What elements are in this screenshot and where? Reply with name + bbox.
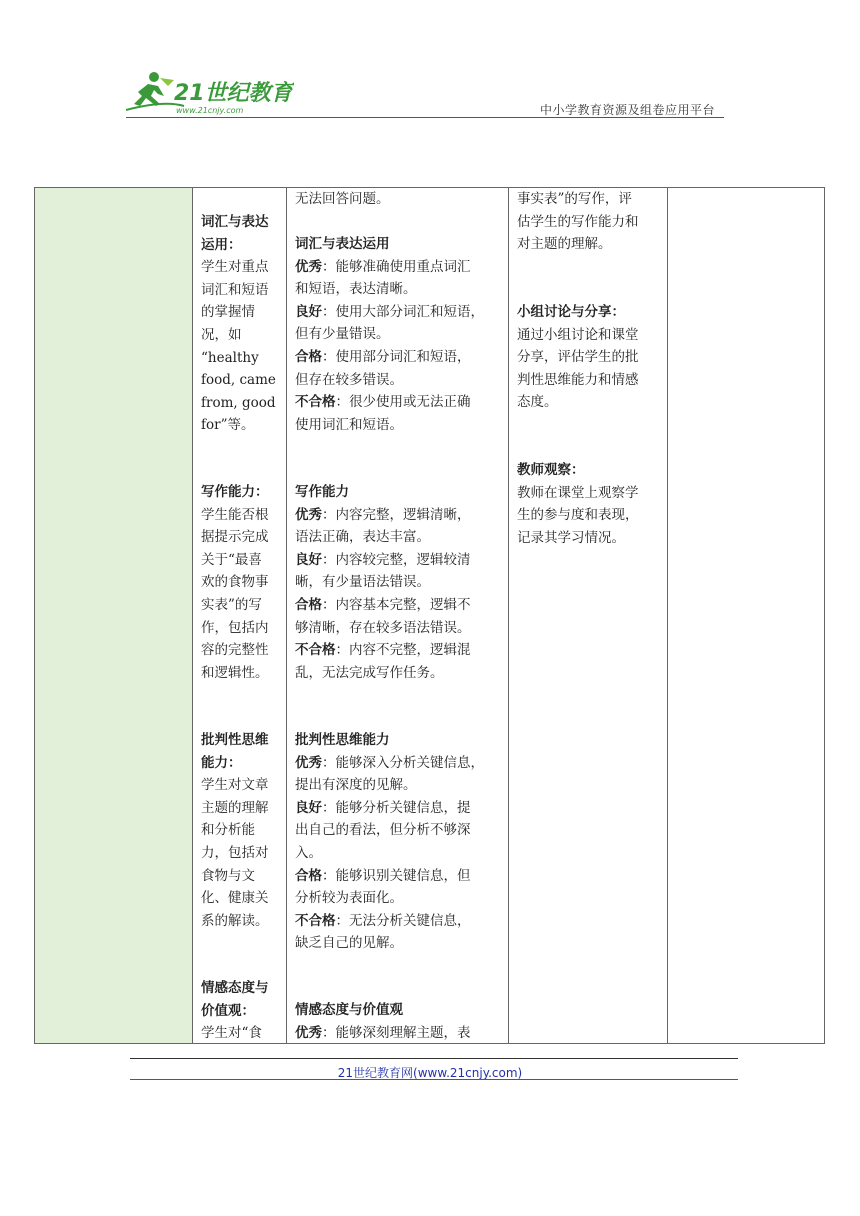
- criteria-text-line: 学生对文章: [201, 777, 269, 794]
- table-column-standards: [287, 188, 509, 1043]
- standards-heading: 写作能力: [295, 484, 349, 500]
- logo-url: www.21cnjy.com: [176, 106, 244, 115]
- platform-title: 中小学教育资源及组卷应用平台: [540, 103, 716, 117]
- standards-item: 优秀：内容完整，逻辑清晰，: [295, 506, 471, 523]
- standards-cell-vocab: [295, 233, 484, 436]
- standards-item: 良好：使用大部分词汇和短语，: [295, 303, 484, 320]
- standards-item: 优秀：能够深刻理解主题，表: [295, 1024, 471, 1041]
- criteria-text-line: 作，包括内: [201, 619, 269, 636]
- criteria-text-line: 学生对重点: [201, 259, 269, 276]
- standards-item: 良好：内容较完整，逻辑较清: [295, 551, 471, 568]
- runner-logo-icon: [124, 70, 294, 116]
- criteria-heading-line: 能力：: [201, 754, 242, 771]
- standards-cell-attitude: [295, 999, 471, 1044]
- criteria-text-line: 据提示完成: [201, 529, 269, 546]
- methods-text-line: 通过小组讨论和课堂: [517, 326, 639, 343]
- criteria-text-line: 主题的理解: [201, 799, 269, 816]
- methods-text-line: 生的参与度和表现，: [517, 507, 639, 524]
- standards-item: 良好：能够分析关键信息，提: [295, 799, 471, 816]
- standards-item: 合格：使用部分词汇和短语，: [295, 348, 471, 365]
- standards-item: 和短语，表达清晰。: [295, 281, 417, 298]
- criteria-text-line: 实表”的写: [201, 596, 262, 613]
- standards-item: 优秀：能够深入分析关键信息，: [295, 754, 484, 771]
- standards-item: 优秀：能够准确使用重点词汇: [295, 258, 471, 275]
- standards-item: 入。: [295, 844, 322, 861]
- methods-cell: [517, 301, 639, 414]
- standards-item: 出自己的看法，但分析不够深: [295, 822, 471, 839]
- logo-text: 21世纪教育: [174, 81, 293, 106]
- standards-item: 乱，无法完成写作任务。: [295, 664, 444, 681]
- methods-text-line: 教师在课堂上观察学: [517, 484, 639, 501]
- table-column-criteria: [193, 188, 287, 1043]
- criteria-text-line: 食物与文: [201, 867, 255, 884]
- standards-heading: 情感态度与价值观: [295, 1002, 403, 1018]
- standards-item: 够清晰，存在较多语法错误。: [295, 619, 471, 636]
- criteria-text-line: 力，包括对: [201, 844, 269, 861]
- criteria-text-line: 关于“最喜: [201, 551, 262, 568]
- standards-item: 不合格：很少使用或无法正确: [295, 394, 471, 411]
- criteria-text-line: “healthy: [201, 349, 259, 366]
- methods-heading: 教师观察：: [517, 462, 585, 478]
- criteria-heading-line: 价值观：: [201, 1002, 255, 1019]
- standards-item: 分析较为表面化。: [295, 890, 403, 907]
- standards-item: 使用词汇和短语。: [295, 416, 403, 433]
- standards-item: 合格：内容基本完整，逻辑不: [295, 596, 471, 613]
- criteria-text-line: 和逻辑性。: [201, 664, 269, 681]
- standards-item: 但有少量错误。: [295, 326, 390, 343]
- criteria-text-line: 况，如: [201, 326, 242, 343]
- footer-divider: [130, 1058, 738, 1059]
- standards-cell-writing: [295, 481, 471, 684]
- criteria-text-line: 和分析能: [201, 822, 255, 839]
- criteria-cell: [201, 211, 276, 437]
- table-column-category: [35, 188, 193, 1043]
- methods-text-line: 分享，评估学生的批: [517, 349, 639, 366]
- standards-cell-critical: [295, 729, 484, 955]
- methods-text-line: 对主题的理解。: [517, 236, 612, 253]
- assessment-table: [34, 187, 825, 1044]
- standards-item: 合格：能够识别关键信息，但: [295, 867, 471, 884]
- criteria-heading-line: 写作能力：: [201, 484, 269, 500]
- methods-text-line: 估学生的写作能力和: [517, 213, 639, 230]
- header-divider: [126, 117, 724, 118]
- methods-text-line: 事实表”的写作，评: [517, 191, 632, 207]
- criteria-text-line: 系的解读。: [201, 912, 269, 929]
- standards-item: 但存在较多错误。: [295, 371, 403, 388]
- standards-item: 缺乏自己的见解。: [295, 935, 403, 952]
- table-column-notes: [668, 188, 824, 1043]
- standards-heading: 批判性思维能力: [295, 732, 390, 748]
- criteria-text-line: for”等。: [201, 417, 255, 434]
- criteria-text-line: 化、健康关: [201, 890, 269, 907]
- methods-cell: [517, 188, 639, 256]
- standards-item: 不合格：内容不完整，逻辑混: [295, 642, 471, 659]
- methods-cell: [517, 459, 639, 549]
- criteria-text-line: food, came: [201, 372, 276, 389]
- methods-text-line: 记录其学习情况。: [517, 529, 625, 546]
- criteria-text-line: 的掌握情: [201, 304, 255, 321]
- footer-link[interactable]: 21世纪教育网(www.21cnjy.com): [337, 1066, 523, 1080]
- standards-heading: 词汇与表达运用: [295, 236, 390, 252]
- criteria-text-line: 容的完整性: [201, 642, 269, 659]
- criteria-heading-line: 词汇与表达: [201, 214, 269, 230]
- table-column-methods: [509, 188, 668, 1043]
- standards-cell: [295, 188, 390, 211]
- standards-item: 晰，有少量语法错误。: [295, 574, 430, 591]
- standards-item: 语法正确，表达丰富。: [295, 529, 430, 546]
- criteria-cell: [201, 977, 269, 1045]
- criteria-heading-line: 批判性思维: [201, 732, 269, 748]
- methods-text-line: 判性思维能力和情感: [517, 371, 639, 388]
- criteria-text-line: 欢的食物事: [201, 574, 269, 591]
- criteria-text-line: 学生对“食: [201, 1025, 262, 1042]
- site-logo: [124, 70, 294, 116]
- standards-text-line: 无法回答问题。: [295, 191, 390, 207]
- criteria-text-line: 学生能否根: [201, 506, 269, 523]
- methods-text-line: 态度。: [517, 394, 558, 411]
- footer-link-underline: [130, 1079, 738, 1080]
- criteria-cell: [201, 729, 269, 932]
- methods-heading: 小组讨论与分享：: [517, 304, 625, 320]
- criteria-heading-line: 情感态度与: [201, 980, 269, 996]
- standards-item: 不合格：无法分析关键信息，: [295, 912, 471, 929]
- criteria-heading-line: 运用：: [201, 236, 242, 253]
- criteria-text-line: from, good: [201, 394, 276, 411]
- criteria-cell: [201, 481, 269, 684]
- criteria-text-line: 词汇和短语: [201, 281, 269, 298]
- standards-item: 提出有深度的见解。: [295, 777, 417, 794]
